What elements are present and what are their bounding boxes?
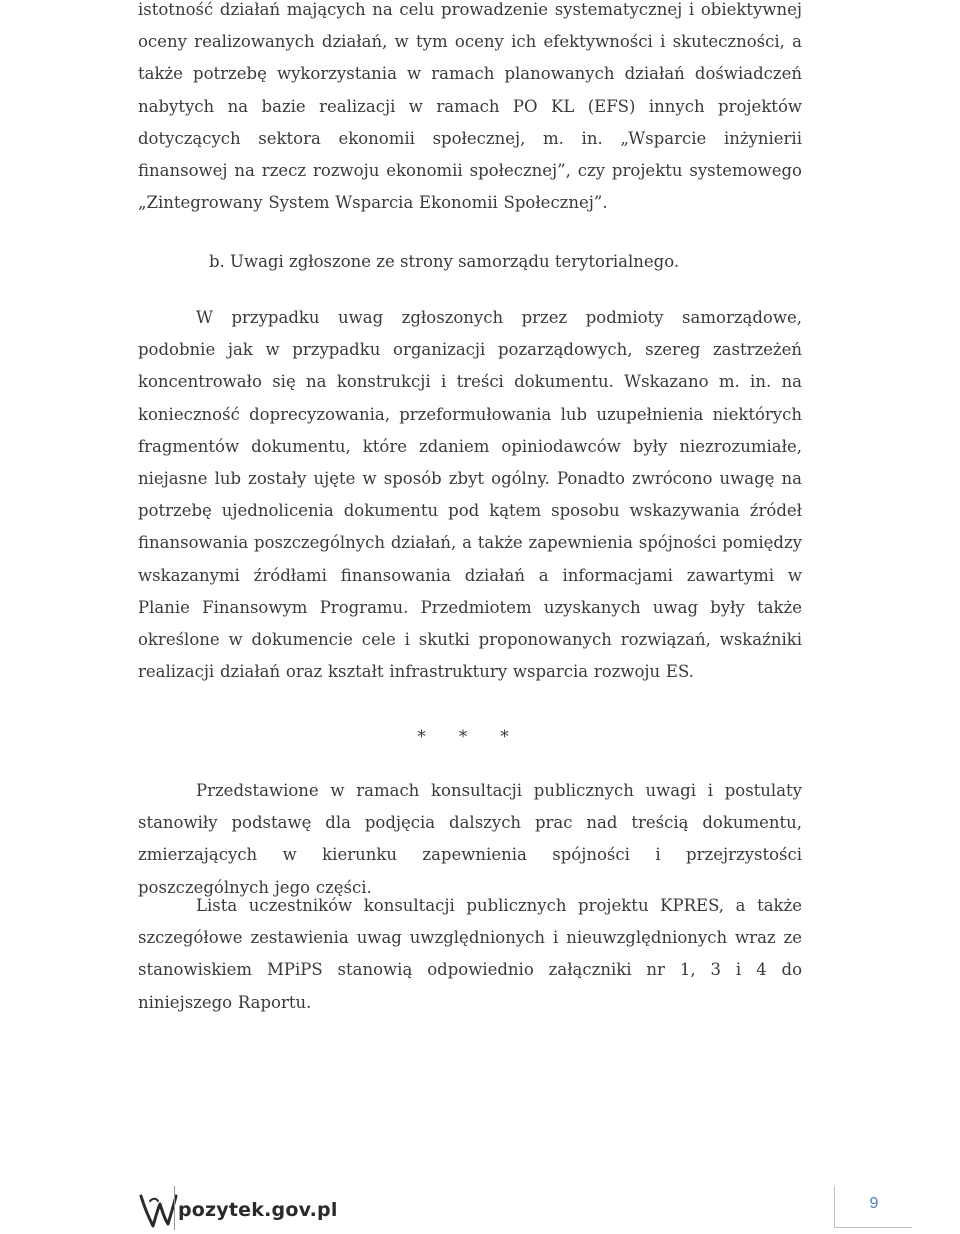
footer-site-name: pozytek.gov.pl: [178, 1199, 338, 1221]
footer-divider: [174, 1186, 175, 1230]
body-paragraph-3: Przedstawione w ramach konsultacji publicznych uwagi i postulaty stanowiły podstawę dla podjęcia dalszych prac nad treścią dokumentu, zmierzających w kierunku zapewnienia spójności i przejrzystości poszczególnych jego części.: [138, 781, 802, 897]
body-paragraph-4: Lista uczestników konsultacji publicznych projektu KPRES, a także szczegółowe zestawienia uwag uwzględnionych i nieuwzględnionych wraz ze stanowiskiem MPiPS stanowią odpowiednio załączniki nr 1, 3 i 4 do niniejszego Raportu.: [138, 896, 802, 1012]
page-number-box: [834, 1186, 912, 1228]
body-paragraph-2: W przypadku uwag zgłoszonych przez podmioty samorządowe, podobnie jak w przypadku organizacji pozarządowych, szereg zastrzeżeń koncentrowało się na konstrukcji i treści dokumentu. Wskazano m. in. na konieczność doprecyzowania, przeformułowania lub uzupełnienia niektórych fragmentów dokumentu, które zdaniem opiniodawców były niezrozumiałe, niejasne lub zostały ujęte w sposób zbyt ogólny. Ponadto zwrócono uwagę na potrzebę ujednolicenia dokumentu pod kątem sposobu wskazywania źródeł finansowania poszczególnych działań, a także zapewnienia spójności pomiędzy wskazanymi źródłami finansowania działań a informacjami zawartymi w Planie Finansowym Programu. Przedmiotem uzyskanych uwag były także określone w dokumencie cele i skutki proponowanych rozwiązań, wskaźniki realizacji działań oraz kształt infrastruktury wsparcia rozwoju ES.: [138, 308, 802, 682]
page-footer: [138, 1186, 912, 1230]
section-separator: * * *: [417, 727, 523, 746]
section-heading-b: b. Uwagi zgłoszone ze strony samorządu terytorialnego.: [209, 252, 680, 271]
body-paragraph-1: istotność działań mających na celu prowadzenie systematycznej i obiektywnej oceny realizowanych działań, w tym oceny ich efektywności i skuteczności, a także potrzebę wykorzystania w ramach planowanych działań doświadczeń nabytych na bazie realizacji w ramach PO KL (EFS) innych projektów dotyczących sektora ekonomii społecznej, m. in. „Wsparcie inżynierii finansowej na rzecz rozwoju ekonomii społecznej”, czy projektu systemowego „Zintegrowany System Wsparcia Ekonomii Społecznej”.: [138, 0, 802, 213]
page-number: 9: [869, 1195, 879, 1212]
pozytek-logo-icon: [138, 1192, 178, 1230]
